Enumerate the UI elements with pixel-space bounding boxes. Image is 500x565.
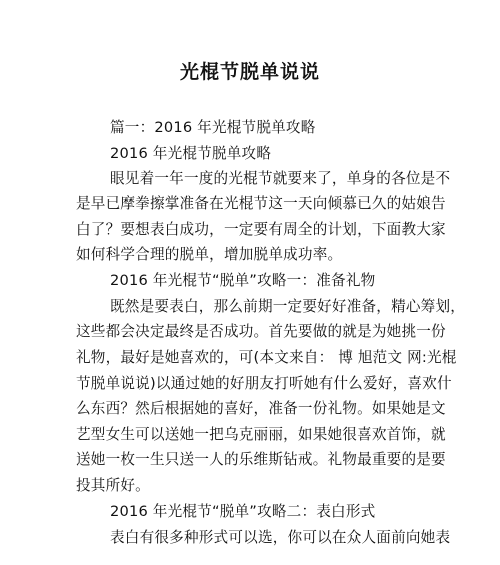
paragraph-line: 艺型女生可以送她一把乌克丽丽，如果她很喜欢首饰，就 xyxy=(76,426,446,443)
subsection-heading: 2016 年光棍节“脱单”攻略一：准备礼物 xyxy=(110,272,376,289)
paragraph-line: 投其所好。 xyxy=(76,477,150,494)
paragraph-line: 这些都会决定最终是否成功。首先要做的就是为她挑一份 xyxy=(76,323,446,340)
paragraph-line: 既然是要表白，那么前期一定要好好准备，精心筹划， xyxy=(110,298,466,315)
paragraph-line: 礼物，最好是她喜欢的，可(本文来自： 博 旭范文 网:光棍 xyxy=(76,349,457,366)
paragraph-line: 白了？要想表白成功，一定要有周全的计划，下面教大家 xyxy=(76,221,446,238)
section-heading: 篇一：2016 年光棍节脱单攻略 xyxy=(110,119,316,136)
subsection-heading: 2016 年光棍节“脱单”攻略二：表白形式 xyxy=(110,503,376,520)
article-heading: 2016 年光棍节脱单攻略 xyxy=(110,145,272,162)
paragraph-line: 是早已摩拳擦掌准备在光棍节这一天向倾慕已久的姑娘告 xyxy=(76,195,446,212)
paragraph-line: 节脱单说说)以通过她的好朋友打听她有什么爱好，喜欢什 xyxy=(76,375,452,392)
paragraph-line: 眼见着一年一度的光棍节就要来了，单身的各位是不 xyxy=(110,170,451,187)
paragraph-line: 么东西？然后根据她的喜好，准备一份礼物。如果她是文 xyxy=(76,400,446,417)
paragraph-line: 表白有很多种形式可以选，你可以在众人面前向她表 xyxy=(110,529,451,546)
page-title: 光棍节脱单说说 xyxy=(179,61,320,83)
paragraph-line: 如何科学合理的脱单，增加脱单成功率。 xyxy=(76,246,343,263)
paragraph-line: 送她一枚一生只送一人的乐维斯钻戒。礼物最重要的是要 xyxy=(76,451,446,468)
